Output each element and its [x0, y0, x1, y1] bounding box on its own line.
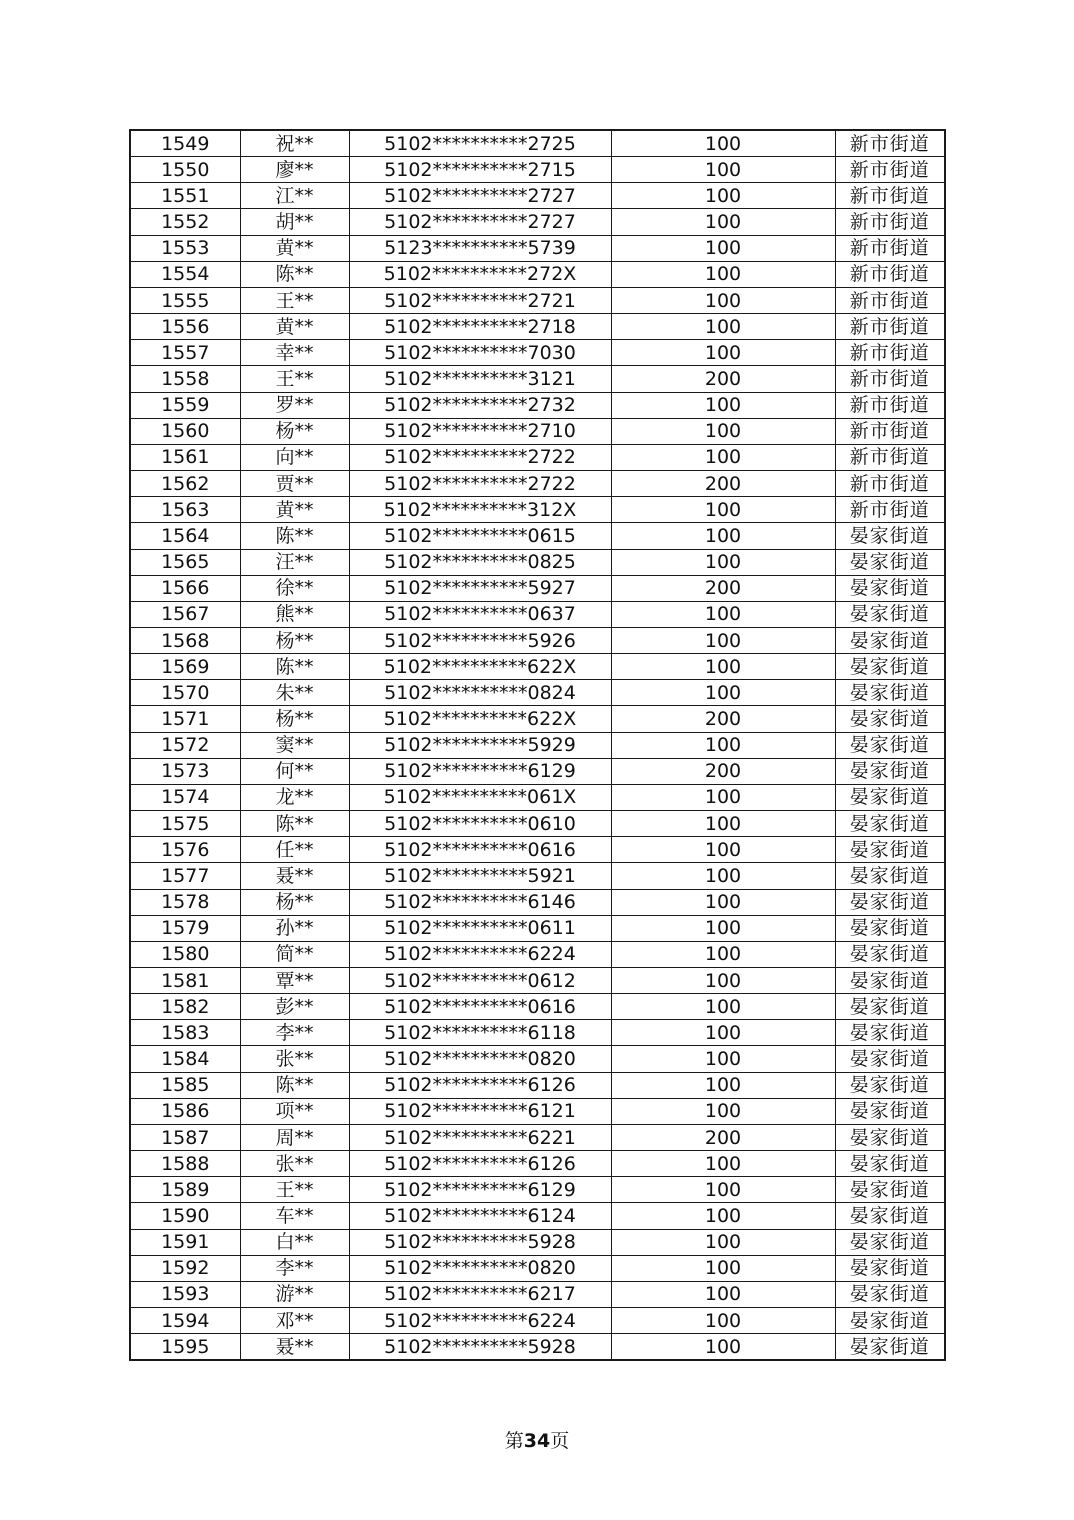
row-number: 1568	[130, 627, 240, 653]
table-row	[130, 680, 945, 706]
id-number: 5102**********6221	[349, 1124, 611, 1150]
id-number: 5102**********2725	[349, 130, 611, 157]
street-name: 新市街道	[835, 209, 945, 235]
table-row	[130, 1124, 945, 1150]
street-name: 晏家街道	[835, 1020, 945, 1046]
street-name: 晏家街道	[835, 706, 945, 732]
street-name: 晏家街道	[835, 1098, 945, 1124]
table-row	[130, 1334, 945, 1361]
table-row	[130, 157, 945, 183]
amount: 100	[611, 1098, 835, 1124]
person-name: 祝**	[240, 130, 349, 157]
street-name: 新市街道	[835, 130, 945, 157]
person-name: 车**	[240, 1203, 349, 1229]
amount: 100	[611, 1281, 835, 1307]
person-name: 任**	[240, 837, 349, 863]
amount: 100	[611, 1020, 835, 1046]
amount: 100	[611, 235, 835, 261]
street-name: 晏家街道	[835, 889, 945, 915]
person-name: 王**	[240, 366, 349, 392]
page-footer	[0, 1426, 1074, 1453]
id-number: 5102**********622X	[349, 706, 611, 732]
table-row	[130, 444, 945, 470]
table-row	[130, 811, 945, 837]
person-name: 江**	[240, 183, 349, 209]
row-number: 1553	[130, 235, 240, 261]
table-row	[130, 549, 945, 575]
table-row	[130, 601, 945, 627]
row-number: 1554	[130, 261, 240, 287]
street-name: 新市街道	[835, 497, 945, 523]
street-name: 晏家街道	[835, 1046, 945, 1072]
street-name: 晏家街道	[835, 994, 945, 1020]
person-name: 白**	[240, 1229, 349, 1255]
id-number: 5102**********2727	[349, 209, 611, 235]
table-row	[130, 261, 945, 287]
id-number: 5102**********5928	[349, 1334, 611, 1361]
table-row	[130, 968, 945, 994]
id-number: 5102**********2727	[349, 183, 611, 209]
id-number: 5102**********2722	[349, 471, 611, 497]
id-number: 5102**********0615	[349, 523, 611, 549]
row-number: 1562	[130, 471, 240, 497]
id-number: 5102**********6124	[349, 1203, 611, 1229]
table-row	[130, 941, 945, 967]
id-number: 5102**********0637	[349, 601, 611, 627]
table-row	[130, 130, 945, 157]
table-row	[130, 1203, 945, 1229]
table-row	[130, 523, 945, 549]
amount: 100	[611, 1255, 835, 1281]
table-row	[130, 1177, 945, 1203]
id-number: 5102**********6121	[349, 1098, 611, 1124]
amount: 100	[611, 549, 835, 575]
id-number: 5102**********6224	[349, 941, 611, 967]
id-number: 5102**********6126	[349, 1072, 611, 1098]
table-row	[130, 314, 945, 340]
person-name: 陈**	[240, 811, 349, 837]
street-name: 晏家街道	[835, 601, 945, 627]
street-name: 晏家街道	[835, 732, 945, 758]
id-number: 5102**********272X	[349, 261, 611, 287]
row-number: 1593	[130, 1281, 240, 1307]
amount: 100	[611, 968, 835, 994]
person-name: 贾**	[240, 471, 349, 497]
id-number: 5102**********6129	[349, 758, 611, 784]
table-row	[130, 1281, 945, 1307]
street-name: 晏家街道	[835, 627, 945, 653]
person-name: 何**	[240, 758, 349, 784]
row-number: 1584	[130, 1046, 240, 1072]
row-number: 1559	[130, 392, 240, 418]
amount: 100	[611, 1229, 835, 1255]
street-name: 新市街道	[835, 471, 945, 497]
amount: 100	[611, 863, 835, 889]
person-name: 陈**	[240, 654, 349, 680]
row-number: 1558	[130, 366, 240, 392]
amount: 200	[611, 575, 835, 601]
id-number: 5102**********5921	[349, 863, 611, 889]
amount: 200	[611, 471, 835, 497]
id-number: 5102**********2710	[349, 418, 611, 444]
person-name: 黄**	[240, 235, 349, 261]
id-number: 5102**********6129	[349, 1177, 611, 1203]
amount: 100	[611, 601, 835, 627]
id-number: 5102**********6224	[349, 1308, 611, 1334]
id-number: 5102**********312X	[349, 497, 611, 523]
table-row	[130, 235, 945, 261]
id-number: 5102**********0611	[349, 915, 611, 941]
person-name: 陈**	[240, 523, 349, 549]
id-number: 5102**********6146	[349, 889, 611, 915]
row-number: 1569	[130, 654, 240, 680]
person-name: 彭**	[240, 994, 349, 1020]
row-number: 1572	[130, 732, 240, 758]
street-name: 新市街道	[835, 366, 945, 392]
table-row	[130, 784, 945, 810]
row-number: 1570	[130, 680, 240, 706]
amount: 100	[611, 340, 835, 366]
row-number: 1594	[130, 1308, 240, 1334]
row-number: 1573	[130, 758, 240, 784]
amount: 100	[611, 1177, 835, 1203]
row-number: 1567	[130, 601, 240, 627]
person-name: 陈**	[240, 1072, 349, 1098]
person-name: 李**	[240, 1255, 349, 1281]
id-number: 5102**********2718	[349, 314, 611, 340]
id-number: 5102**********2721	[349, 287, 611, 313]
table-row	[130, 1098, 945, 1124]
amount: 100	[611, 523, 835, 549]
amount: 100	[611, 837, 835, 863]
amount: 100	[611, 287, 835, 313]
amount: 100	[611, 497, 835, 523]
table-row	[130, 915, 945, 941]
row-number: 1560	[130, 418, 240, 444]
row-number: 1589	[130, 1177, 240, 1203]
table-row	[130, 1046, 945, 1072]
person-name: 廖**	[240, 157, 349, 183]
amount: 100	[611, 261, 835, 287]
street-name: 晏家街道	[835, 837, 945, 863]
person-name: 黄**	[240, 314, 349, 340]
person-name: 胡**	[240, 209, 349, 235]
row-number: 1581	[130, 968, 240, 994]
person-name: 徐**	[240, 575, 349, 601]
amount: 100	[611, 1308, 835, 1334]
table-row	[130, 758, 945, 784]
street-name: 新市街道	[835, 314, 945, 340]
table-row	[130, 1229, 945, 1255]
row-number: 1587	[130, 1124, 240, 1150]
table-row	[130, 889, 945, 915]
row-number: 1591	[130, 1229, 240, 1255]
street-name: 晏家街道	[835, 1151, 945, 1177]
row-number: 1550	[130, 157, 240, 183]
person-name: 李**	[240, 1020, 349, 1046]
street-name: 晏家街道	[835, 523, 945, 549]
row-number: 1556	[130, 314, 240, 340]
person-name: 龙**	[240, 784, 349, 810]
street-name: 晏家街道	[835, 968, 945, 994]
row-number: 1565	[130, 549, 240, 575]
person-name: 杨**	[240, 706, 349, 732]
person-name: 朱**	[240, 680, 349, 706]
id-number: 5102**********0825	[349, 549, 611, 575]
street-name: 晏家街道	[835, 863, 945, 889]
person-name: 杨**	[240, 627, 349, 653]
street-name: 晏家街道	[835, 1229, 945, 1255]
id-number: 5102**********0824	[349, 680, 611, 706]
id-number: 5102**********3121	[349, 366, 611, 392]
street-name: 晏家街道	[835, 680, 945, 706]
id-number: 5102**********622X	[349, 654, 611, 680]
row-number: 1557	[130, 340, 240, 366]
id-number: 5123**********5739	[349, 235, 611, 261]
street-name: 晏家街道	[835, 1203, 945, 1229]
id-number: 5102**********0612	[349, 968, 611, 994]
person-name: 黄**	[240, 497, 349, 523]
page-footer-suffix: 页	[550, 1430, 570, 1452]
person-name: 窦**	[240, 732, 349, 758]
street-name: 晏家街道	[835, 811, 945, 837]
row-number: 1588	[130, 1151, 240, 1177]
row-number: 1579	[130, 915, 240, 941]
table-row	[130, 497, 945, 523]
id-number: 5102**********5926	[349, 627, 611, 653]
person-name: 陈**	[240, 261, 349, 287]
street-name: 晏家街道	[835, 758, 945, 784]
street-name: 晏家街道	[835, 575, 945, 601]
person-name: 聂**	[240, 863, 349, 889]
table-row	[130, 837, 945, 863]
row-number: 1571	[130, 706, 240, 732]
table-row	[130, 994, 945, 1020]
street-name: 晏家街道	[835, 549, 945, 575]
person-name: 孙**	[240, 915, 349, 941]
amount: 100	[611, 1046, 835, 1072]
street-name: 晏家街道	[835, 654, 945, 680]
id-number: 5102**********6217	[349, 1281, 611, 1307]
street-name: 新市街道	[835, 340, 945, 366]
table-row	[130, 471, 945, 497]
table-row	[130, 654, 945, 680]
amount: 100	[611, 627, 835, 653]
row-number: 1574	[130, 784, 240, 810]
row-number: 1586	[130, 1098, 240, 1124]
amount: 100	[611, 941, 835, 967]
subsidy-roster-table	[129, 129, 946, 1361]
street-name: 晏家街道	[835, 1124, 945, 1150]
person-name: 王**	[240, 287, 349, 313]
table-row	[130, 627, 945, 653]
amount: 100	[611, 811, 835, 837]
amount: 100	[611, 1334, 835, 1361]
amount: 100	[611, 183, 835, 209]
street-name: 新市街道	[835, 287, 945, 313]
row-number: 1595	[130, 1334, 240, 1361]
person-name: 覃**	[240, 968, 349, 994]
row-number: 1580	[130, 941, 240, 967]
row-number: 1583	[130, 1020, 240, 1046]
person-name: 熊**	[240, 601, 349, 627]
street-name: 新市街道	[835, 392, 945, 418]
id-number: 5102**********2732	[349, 392, 611, 418]
id-number: 5102**********5929	[349, 732, 611, 758]
table-row	[130, 209, 945, 235]
amount: 100	[611, 915, 835, 941]
table-row	[130, 732, 945, 758]
row-number: 1549	[130, 130, 240, 157]
amount: 100	[611, 732, 835, 758]
amount: 100	[611, 314, 835, 340]
row-number: 1551	[130, 183, 240, 209]
table-row	[130, 1255, 945, 1281]
id-number: 5102**********0616	[349, 994, 611, 1020]
table-row	[130, 575, 945, 601]
street-name: 新市街道	[835, 418, 945, 444]
street-name: 晏家街道	[835, 1334, 945, 1361]
row-number: 1564	[130, 523, 240, 549]
amount: 100	[611, 209, 835, 235]
row-number: 1552	[130, 209, 240, 235]
amount: 100	[611, 654, 835, 680]
table-row	[130, 706, 945, 732]
person-name: 张**	[240, 1046, 349, 1072]
id-number: 5102**********7030	[349, 340, 611, 366]
street-name: 晏家街道	[835, 941, 945, 967]
amount: 200	[611, 758, 835, 784]
table-row	[130, 1020, 945, 1046]
table-row	[130, 1151, 945, 1177]
id-number: 5102**********5927	[349, 575, 611, 601]
street-name: 新市街道	[835, 261, 945, 287]
street-name: 新市街道	[835, 157, 945, 183]
table-row	[130, 340, 945, 366]
person-name: 聂**	[240, 1334, 349, 1361]
amount: 100	[611, 157, 835, 183]
amount: 100	[611, 392, 835, 418]
street-name: 晏家街道	[835, 1255, 945, 1281]
row-number: 1585	[130, 1072, 240, 1098]
street-name: 新市街道	[835, 444, 945, 470]
row-number: 1561	[130, 444, 240, 470]
page-footer-prefix: 第	[504, 1430, 524, 1452]
person-name: 幸**	[240, 340, 349, 366]
person-name: 周**	[240, 1124, 349, 1150]
person-name: 杨**	[240, 418, 349, 444]
id-number: 5102**********0610	[349, 811, 611, 837]
row-number: 1578	[130, 889, 240, 915]
row-number: 1592	[130, 1255, 240, 1281]
amount: 100	[611, 1151, 835, 1177]
street-name: 晏家街道	[835, 915, 945, 941]
amount: 100	[611, 784, 835, 810]
amount: 100	[611, 444, 835, 470]
amount: 100	[611, 680, 835, 706]
row-number: 1590	[130, 1203, 240, 1229]
row-number: 1582	[130, 994, 240, 1020]
row-number: 1555	[130, 287, 240, 313]
table-row	[130, 1072, 945, 1098]
id-number: 5102**********6118	[349, 1020, 611, 1046]
street-name: 晏家街道	[835, 784, 945, 810]
person-name: 向**	[240, 444, 349, 470]
id-number: 5102**********2715	[349, 157, 611, 183]
amount: 100	[611, 418, 835, 444]
person-name: 杨**	[240, 889, 349, 915]
amount: 100	[611, 994, 835, 1020]
street-name: 晏家街道	[835, 1281, 945, 1307]
amount: 100	[611, 1203, 835, 1229]
row-number: 1563	[130, 497, 240, 523]
table-row	[130, 392, 945, 418]
row-number: 1577	[130, 863, 240, 889]
person-name: 简**	[240, 941, 349, 967]
amount: 100	[611, 130, 835, 157]
street-name: 新市街道	[835, 183, 945, 209]
row-number: 1576	[130, 837, 240, 863]
person-name: 游**	[240, 1281, 349, 1307]
person-name: 王**	[240, 1177, 349, 1203]
page-number: 34	[523, 1430, 551, 1452]
id-number: 5102**********2722	[349, 444, 611, 470]
street-name: 晏家街道	[835, 1177, 945, 1203]
street-name: 新市街道	[835, 235, 945, 261]
amount: 200	[611, 1124, 835, 1150]
street-name: 晏家街道	[835, 1308, 945, 1334]
table-row	[130, 863, 945, 889]
id-number: 5102**********061X	[349, 784, 611, 810]
amount: 200	[611, 366, 835, 392]
table-row	[130, 1308, 945, 1334]
table-row	[130, 366, 945, 392]
street-name: 晏家街道	[835, 1072, 945, 1098]
person-name: 汪**	[240, 549, 349, 575]
person-name: 张**	[240, 1151, 349, 1177]
person-name: 项**	[240, 1098, 349, 1124]
id-number: 5102**********6126	[349, 1151, 611, 1177]
table-row	[130, 287, 945, 313]
id-number: 5102**********5928	[349, 1229, 611, 1255]
roster-table-body	[130, 130, 945, 1360]
amount: 100	[611, 1072, 835, 1098]
id-number: 5102**********0616	[349, 837, 611, 863]
table-row	[130, 183, 945, 209]
amount: 200	[611, 706, 835, 732]
table-row	[130, 418, 945, 444]
id-number: 5102**********0820	[349, 1046, 611, 1072]
id-number: 5102**********0820	[349, 1255, 611, 1281]
row-number: 1575	[130, 811, 240, 837]
person-name: 邓**	[240, 1308, 349, 1334]
amount: 100	[611, 889, 835, 915]
person-name: 罗**	[240, 392, 349, 418]
row-number: 1566	[130, 575, 240, 601]
